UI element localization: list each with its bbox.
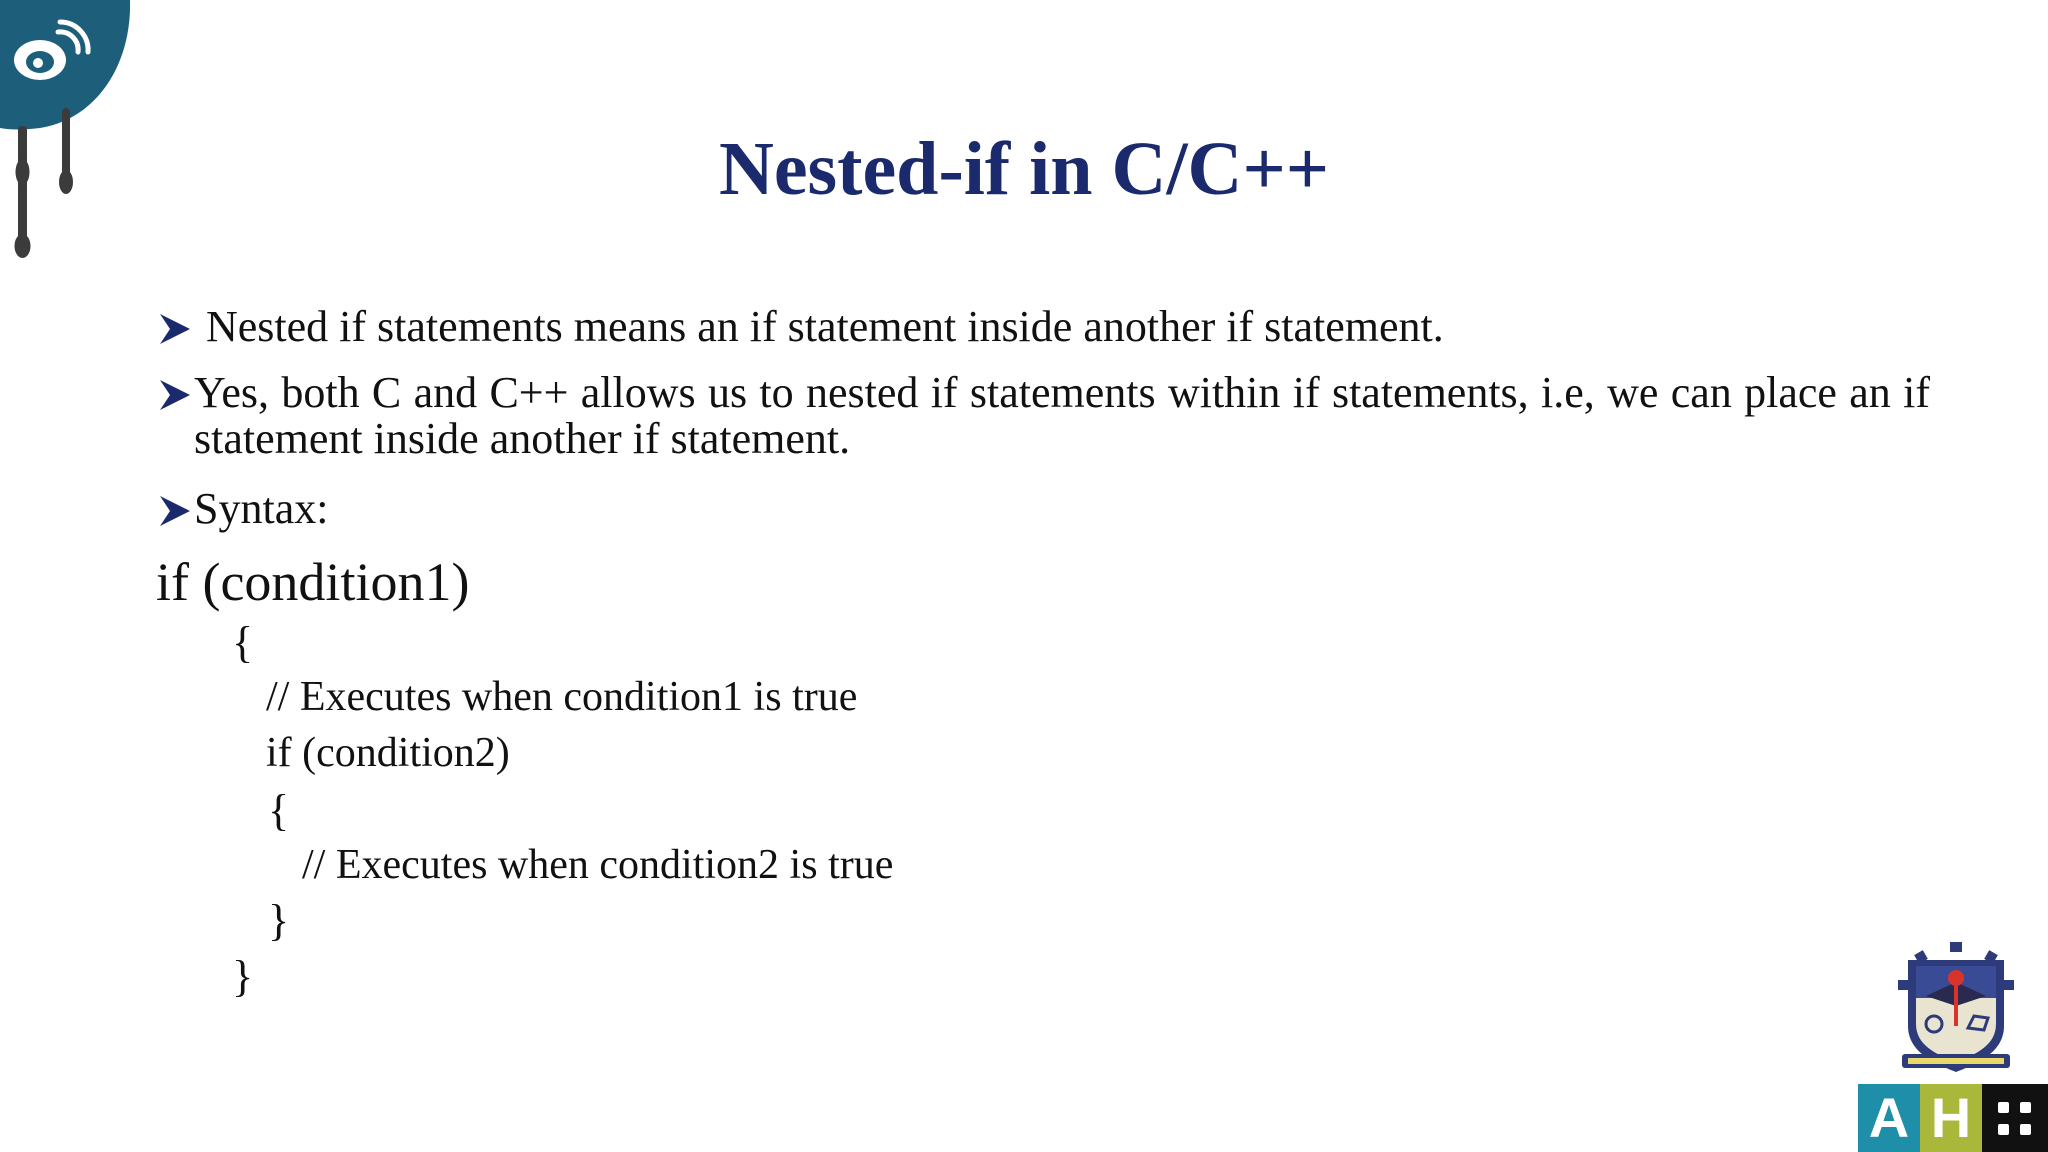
bullet-text: Syntax: xyxy=(194,484,329,533)
arrow-bullet-icon xyxy=(158,494,192,528)
bullet-text: Yes, both C and C++ allows us to nested if statements within if statements, i.e, we can place an if statement inside another if statement. xyxy=(194,368,1930,463)
code-line: } xyxy=(232,952,254,1001)
slide-title: Nested-if in C/C++ xyxy=(718,127,1330,211)
code-line: { xyxy=(268,786,290,835)
bullet-item xyxy=(158,370,1930,462)
brand-dots-icon xyxy=(1982,1084,2048,1152)
arrow-bullet-icon xyxy=(158,378,192,412)
ah-brand-logo xyxy=(1858,1084,2048,1152)
bullet-item xyxy=(158,486,328,532)
code-line: } xyxy=(268,896,290,945)
bullet-text: Nested if statements means an if statement inside another if statement. xyxy=(206,302,1444,351)
brand-letter-a: A xyxy=(1858,1084,1920,1152)
bullet-item xyxy=(158,304,1444,350)
brand-letter-h: H xyxy=(1920,1084,1982,1152)
code-line: if (condition2) xyxy=(266,730,510,776)
college-seal-icon xyxy=(1896,942,2016,1076)
code-line: { xyxy=(232,618,254,667)
arrow-bullet-icon xyxy=(158,312,192,346)
code-line: if (condition1) xyxy=(156,552,470,612)
code-line: // Executes when condition1 is true xyxy=(266,674,858,720)
code-line: // Executes when condition2 is true xyxy=(302,842,894,888)
